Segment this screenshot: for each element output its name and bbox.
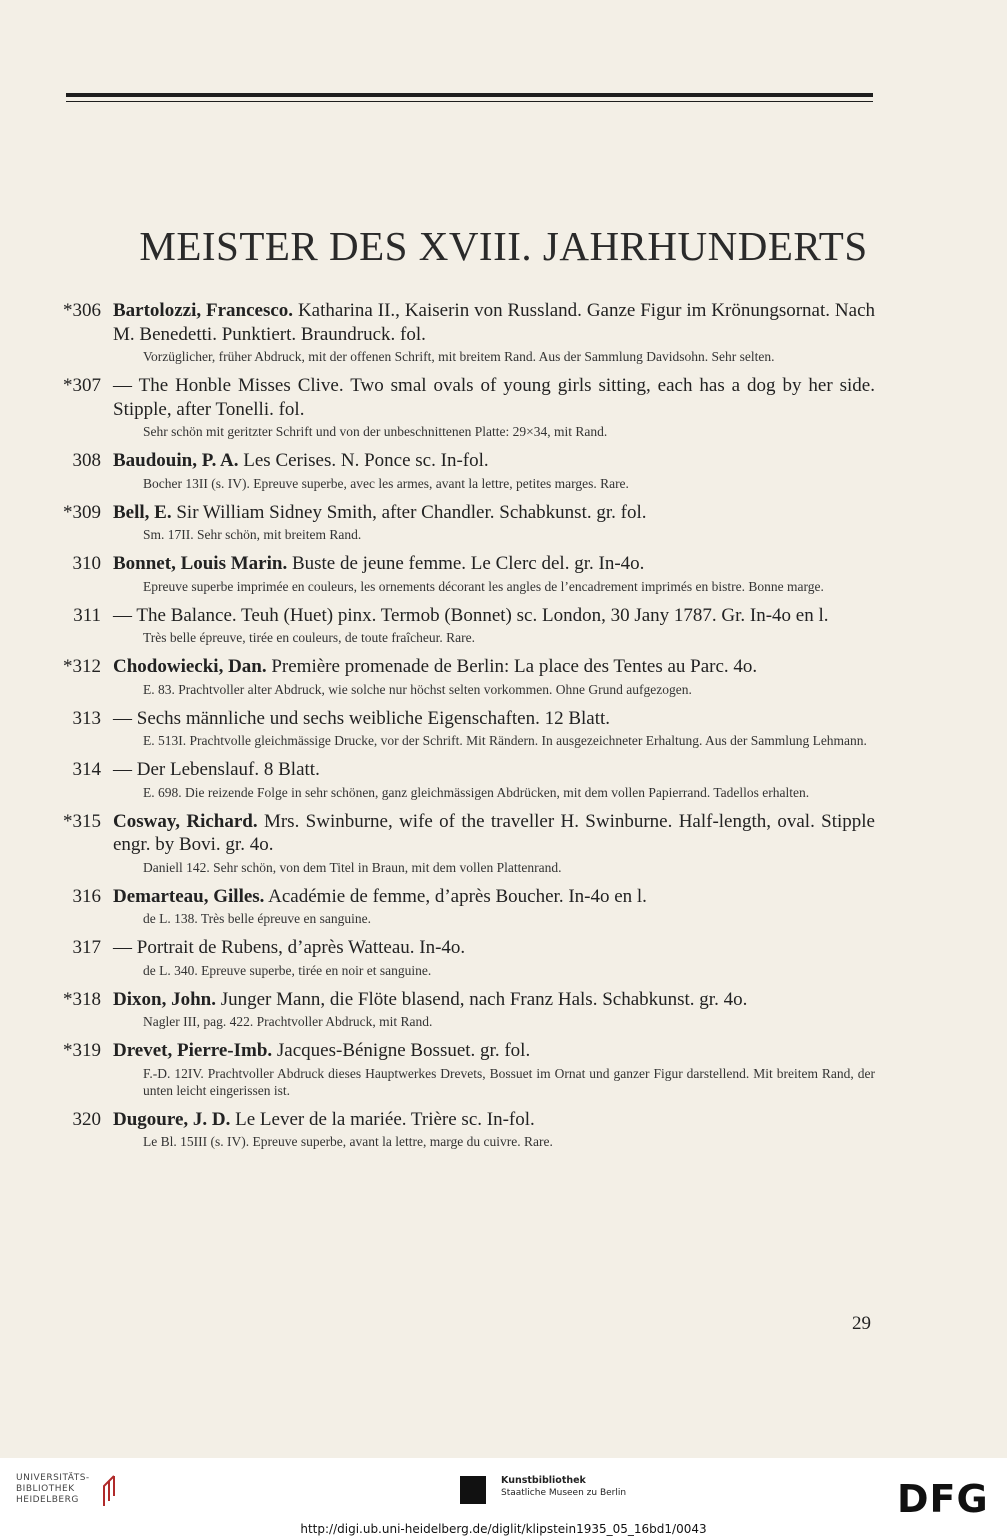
entry-description: — The Honble Misses Clive. Two smal ovals of young girls sitting, each has a dog by her side. Stipple, after Tonelli. fol. bbox=[113, 375, 875, 420]
entry-note: Daniell 142. Sehr schön, von dem Titel in Braun, mit dem vollen Plattenrand. bbox=[143, 859, 562, 875]
artist-name: Baudouin, P. A. bbox=[113, 450, 239, 471]
entry-description: Première promenade de Berlin: La place des Tentes au Parc. 4o. bbox=[266, 656, 758, 677]
top-rule-thick bbox=[66, 93, 873, 97]
entry-title bbox=[113, 655, 875, 679]
entry-description: Junger Mann, die Flöte blasend, nach Franz Hals. Schabkunst. gr. 4o. bbox=[215, 988, 748, 1010]
top-rule-thin bbox=[66, 101, 873, 102]
catalogue-entry bbox=[60, 988, 875, 1031]
catalogue-entry bbox=[60, 758, 875, 801]
catalogue-entry bbox=[60, 1039, 875, 1099]
lot-number: 317 bbox=[72, 937, 101, 958]
entry-note: Sehr schön mit geritzter Schrift und von der unbeschnittenen Platte: 29×34, mit Rand. bbox=[143, 424, 608, 439]
lot-number: *319 bbox=[63, 1040, 101, 1061]
catalogue-entry bbox=[60, 707, 875, 750]
kunstbibliothek-logo-icon bbox=[460, 1476, 486, 1504]
entry-title bbox=[113, 936, 875, 960]
entry-title bbox=[113, 707, 875, 731]
catalogue-entry bbox=[60, 552, 875, 595]
lot-number: 320 bbox=[72, 1108, 101, 1130]
entry-note: Bocher 13II (s. IV). Epreuve superbe, avec les armes, avant la lettre, petites marges. Rare. bbox=[143, 475, 629, 491]
artist-name: Drevet, Pierre-Imb. bbox=[113, 1040, 273, 1061]
entry-note: F.-D. 12IV. Prachtvoller Abdruck dieses Hauptwerkes Drevets, Bossuet im Ornat und ganzer Figur darstellend. Mit breitem Rand, der unten leicht eingerissen ist. bbox=[143, 1065, 875, 1098]
catalogue-entry bbox=[60, 374, 875, 440]
entry-description: Katharina II., Kaiserin von Russland. Ganze Figur im Krönungsornat. Nach M. Benedetti. Punktiert. Braundruck. fol. bbox=[113, 300, 876, 345]
entry-title bbox=[113, 1039, 875, 1063]
entry-title bbox=[113, 299, 875, 346]
entry-description: Les Cerises. N. Ponce sc. In-fol. bbox=[238, 450, 489, 471]
catalogue-entries bbox=[60, 299, 875, 1159]
entry-title bbox=[113, 552, 875, 576]
entry-title bbox=[113, 449, 875, 473]
catalogue-entry bbox=[60, 449, 875, 492]
entry-title bbox=[113, 885, 875, 909]
entry-note: E. 83. Prachtvoller alter Abdruck, wie solche nur höchst selten vorkommen. Ohne Grund aufgezogen. bbox=[143, 681, 692, 697]
lot-number: *318 bbox=[63, 988, 101, 1010]
entry-description: — Portrait de Rubens, d’après Watteau. In-4o. bbox=[113, 937, 466, 958]
lot-number: *307 bbox=[63, 375, 101, 396]
catalogue-entry bbox=[60, 885, 875, 928]
entry-title bbox=[113, 501, 875, 525]
lot-number: 316 bbox=[72, 885, 101, 907]
artist-name: Cosway, Richard. bbox=[113, 810, 258, 832]
entry-title bbox=[113, 1108, 875, 1132]
lot-number: 311 bbox=[73, 604, 101, 626]
entry-description: — The Balance. Teuh (Huet) pinx. Termob (Bonnet) sc. London, 30 Jany 1787. Gr. In-4o en l. bbox=[113, 604, 829, 626]
lot-number: *309 bbox=[63, 501, 101, 523]
entry-description: Académie de femme, d’après Boucher. In-4o en l. bbox=[264, 885, 647, 907]
entry-title bbox=[113, 988, 875, 1012]
entry-title bbox=[113, 758, 875, 782]
artist-name: Bartolozzi, Francesco. bbox=[113, 300, 294, 321]
entry-description: — Der Lebenslauf. 8 Blatt. bbox=[113, 759, 320, 780]
entry-title bbox=[113, 374, 875, 421]
catalogue-entry bbox=[60, 655, 875, 698]
lot-number: 313 bbox=[72, 707, 101, 729]
catalogue-entry bbox=[60, 604, 875, 647]
lot-number: *306 bbox=[63, 300, 101, 321]
source-url[interactable]: http://digi.ub.uni-heidelberg.de/diglit/klipstein1935_05_16bd1/0043 bbox=[300, 1522, 707, 1536]
artist-name: Bell, E. bbox=[113, 501, 172, 523]
page-number: 29 bbox=[852, 1313, 871, 1334]
entry-note: E. 698. Die reizende Folge in sehr schönen, ganz gleichmässigen Abdrücken, mit dem vollen Papierrand. Tadellos erhalten. bbox=[143, 784, 810, 800]
entry-note: Très belle épreuve, tirée en couleurs, de toute fraîcheur. Rare. bbox=[143, 630, 475, 645]
artist-name: Dugoure, J. D. bbox=[113, 1108, 231, 1130]
artist-name: Chodowiecki, Dan. bbox=[113, 656, 267, 677]
lot-number: 310 bbox=[72, 553, 101, 574]
kunstbibliothek-label: Kunstbibliothek Staatliche Museen zu Berlin bbox=[501, 1475, 627, 1498]
entry-note: Vorzüglicher, früher Abdruck, mit der offenen Schrift, mit breitem Rand. Aus der Sammlung Davidsohn. Sehr selten. bbox=[143, 349, 775, 364]
lot-number: 314 bbox=[72, 759, 101, 780]
lot-number: 308 bbox=[72, 450, 101, 471]
artist-name: Bonnet, Louis Marin. bbox=[113, 553, 288, 574]
lot-number: *315 bbox=[63, 810, 101, 832]
entry-title bbox=[113, 604, 875, 628]
dfg-logo: DFG bbox=[897, 1477, 989, 1521]
entry-note: de L. 340. Epreuve superbe, tirée en noir et sanguine. bbox=[143, 962, 432, 978]
university-library-label: UNIVERSITÄTS- BIBLIOTHEK HEIDELBERG bbox=[16, 1473, 90, 1505]
entry-description: Le Lever de la mariée. Trière sc. In-fol. bbox=[230, 1108, 535, 1130]
artist-name: Demarteau, Gilles. bbox=[113, 885, 265, 907]
artist-name: Dixon, John. bbox=[113, 988, 216, 1010]
catalogue-entry bbox=[60, 936, 875, 979]
catalogue-entry bbox=[60, 1108, 875, 1151]
entry-note: Epreuve superbe imprimée en couleurs, les ornements décorant les angles de l’encadrement imprimés en bistre. Bonne marge. bbox=[143, 578, 824, 594]
university-logo-icon bbox=[98, 1474, 120, 1508]
lot-number: *312 bbox=[63, 656, 101, 677]
catalogue-entry bbox=[60, 501, 875, 544]
entry-title bbox=[113, 810, 875, 857]
catalogue-entry bbox=[60, 299, 875, 365]
catalogue-entry bbox=[60, 810, 875, 876]
entry-description: — Sechs männliche und sechs weibliche Eigenschaften. 12 Blatt. bbox=[113, 707, 611, 729]
entry-description: Jacques-Bénigne Bossuet. gr. fol. bbox=[272, 1040, 531, 1061]
page-heading: MEISTER DES XVIII. JAHRHUNDERTS bbox=[139, 223, 868, 269]
entry-note: Sm. 17II. Sehr schön, mit breitem Rand. bbox=[143, 527, 362, 542]
entry-description: Buste de jeune femme. Le Clerc del. gr. In-4o. bbox=[287, 553, 645, 574]
entry-description: Sir William Sidney Smith, after Chandler. Schabkunst. gr. fol. bbox=[171, 501, 647, 523]
entry-description: Mrs. Swinburne, wife of the traveller H. Swinburne. Half-length, oval. Stipple engr. by Bovi. gr. 4o. bbox=[113, 810, 875, 855]
entry-note: Le Bl. 15III (s. IV). Epreuve superbe, avant la lettre, marge du cuivre. Rare. bbox=[143, 1134, 553, 1149]
entry-note: Nagler III, pag. 422. Prachtvoller Abdruck, mit Rand. bbox=[143, 1014, 433, 1029]
entry-note: E. 513I. Prachtvolle gleichmässige Drucke, vor der Schrift. Mit Rändern. In ausgezeichneter Erhaltung. Aus der Sammlung Lehmann. bbox=[143, 733, 867, 748]
entry-note: de L. 138. Très belle épreuve en sanguine. bbox=[143, 911, 371, 926]
